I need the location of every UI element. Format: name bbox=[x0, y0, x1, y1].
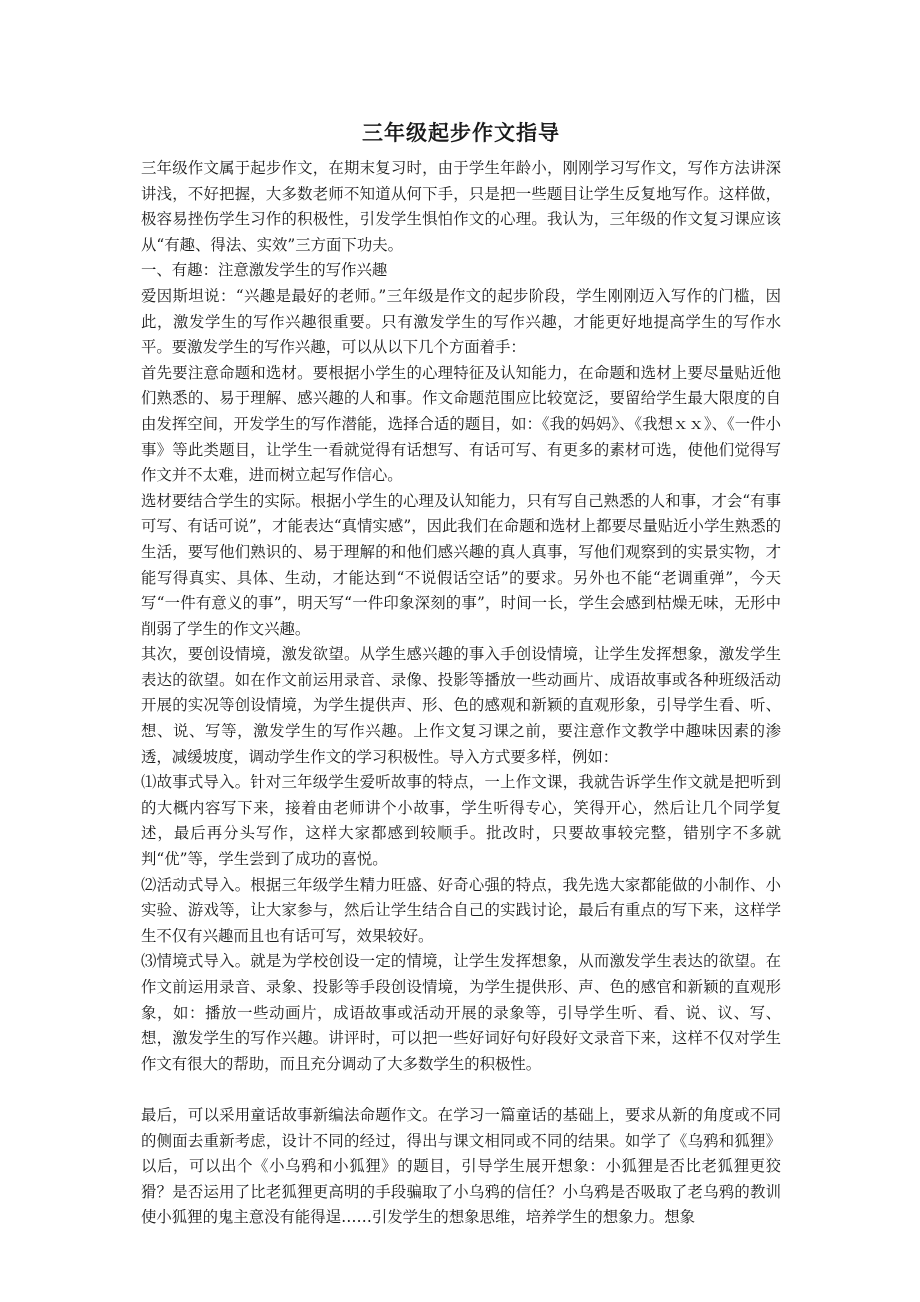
paragraph-material-selection: 选材要结合学生的实际。根据小学生的心理及认知能力，只有写自己熟悉的人和事，才会“有事可写、有话可说”，才能表达“真情实感”，因此我们在命题和选材上都要尽量贴近小学生熟悉的生活，要写他们熟识的、易于理解的和他们感兴趣的真人真事，写他们观察到的实景实物，才能写得真实、具体、生动，才能达到“不说假话空话”的要求。另外也不能“老调重弹”，今天写“一件有意义的事”，明天写“一件印象深刻的事”，时间一长，学生会感到枯燥无味，无形中削弱了学生的作文兴趣。 bbox=[141, 491, 781, 638]
paragraph-story-intro: ⑴故事式导入。针对三年级学生爱听故事的特点，一上作文课，我就告诉学生作文就是把听到的大概内容写下来，接着由老师讲个小故事，学生听得专心，笑得开心，然后让几个同学复述，最后再分头写作，这样大家都感到较顺手。批改时，只要故事较完整，错别字不多就判“优”等，学生尝到了成功的喜悦。 bbox=[141, 773, 781, 869]
paragraph-einstein-quote: 爱因斯坦说：“兴趣是最好的老师。”三年级是作文的起步阶段，学生刚刚迈入写作的门槛，因此，激发学生的写作兴趣很重要。只有激发学生的写作兴趣，才能更好地提高学生的写作水平。要激发学生的写作兴趣，可以从以下几个方面着手： bbox=[141, 286, 781, 357]
paragraph-activity-intro: ⑵活动式导入。根据三年级学生精力旺盛、好奇心强的特点，我先选大家都能做的小制作、小实验、游戏等，让大家参与，然后让学生结合自己的实践讨论，最后有重点的写下来，这样学生不仅有兴趣而且也有话可写，效果较好。 bbox=[141, 875, 781, 945]
intro-paragraph: 三年级作文属于起步作文，在期末复习时，由于学生年龄小，刚刚学习写作文，写作方法讲深讲浅，不好把握，大多数老师不知道从何下手，只是把一些题目让学生反复地写作。这样做，极容易挫伤学生习作的积极性，引发学生惧怕作文的心理。我认为，三年级的作文复习课应该从“有趣、得法、实效”三方面下功夫。 bbox=[141, 159, 781, 254]
paragraph-fairy-tale: 最后，可以采用童话故事新编法命题作文。在学习一篇童话的基础上，要求从新的角度或不同的侧面去重新考虑，设计不同的经过，得出与课文相同或不同的结果。如学了《乌鸦和狐狸》以后，可以出个《小乌鸦和小狐狸》的题目，引导学生展开想象：小狐狸是否比老狐狸更狡猾？是否运用了比老狐狸更高明的手段骗取了小乌鸦的信任？小乌鸦是否吸取了老乌鸦的教训使小狐狸的鬼主意没有能得逞……引发学生的想象思维，培养学生的想象力。想象 bbox=[141, 1105, 781, 1227]
blank-line bbox=[141, 1077, 781, 1103]
section-heading-interest: 一、有趣：注意激发学生的写作兴趣 bbox=[141, 261, 388, 280]
paragraph-create-situation: 其次，要创设情境，激发欲望。从学生感兴趣的事入手创设情境，让学生发挥想象，激发学生表达的欲望。如在作文前运用录音、录像、投影等播放一些动画片、成语故事或各种班级活动开展的实况等创设情境，为学生提供声、形、色的感观和新颖的直观形象，引导学生看、听、想、说、写等，激发学生的写作兴趣。上作文复习课之前，要注意作文教学中趣味因素的渗透，减缓坡度，调动学生作文的学习积极性。导入方式要多样，例如： bbox=[141, 645, 781, 766]
paragraph-topic-selection: 首先要注意命题和选材。要根据小学生的心理特征及认知能力，在命题和选材上要尽量贴近他们熟悉的、易于理解、感兴趣的人和事。作文命题范围应比较宽泛，要留给学生最大限度的自由发挥空间，开发学生的写作潜能，选择合适的题目，如：《我的妈妈》、《我想ｘｘ》、《一件小事》等此类题目，让学生一看就觉得有话想写、有话可写、有更多的素材可选，使他们觉得写作文并不太难，进而树立起写作信心。 bbox=[141, 363, 781, 485]
document-title: 三年级起步作文指导 bbox=[362, 121, 560, 145]
paragraph-scene-intro: ⑶情境式导入。就是为学校创设一定的情境，让学生发挥想象，从而激发学生表达的欲望。在作文前运用录音、录象、投影等手段创设情境，为学生提供形、声、色的感官和新颖的直观形象，如：播放一些动画片，成语故事或活动开展的录象等，引导学生听、看、说、议、写、想，激发学生的写作兴趣。讲评时，可以把一些好词好句好段好文录音下来，这样不仅对学生作文有很大的帮助，而且充分调动了大多数学生的积极性。 bbox=[141, 952, 781, 1073]
document-page bbox=[141, 118, 781, 1231]
